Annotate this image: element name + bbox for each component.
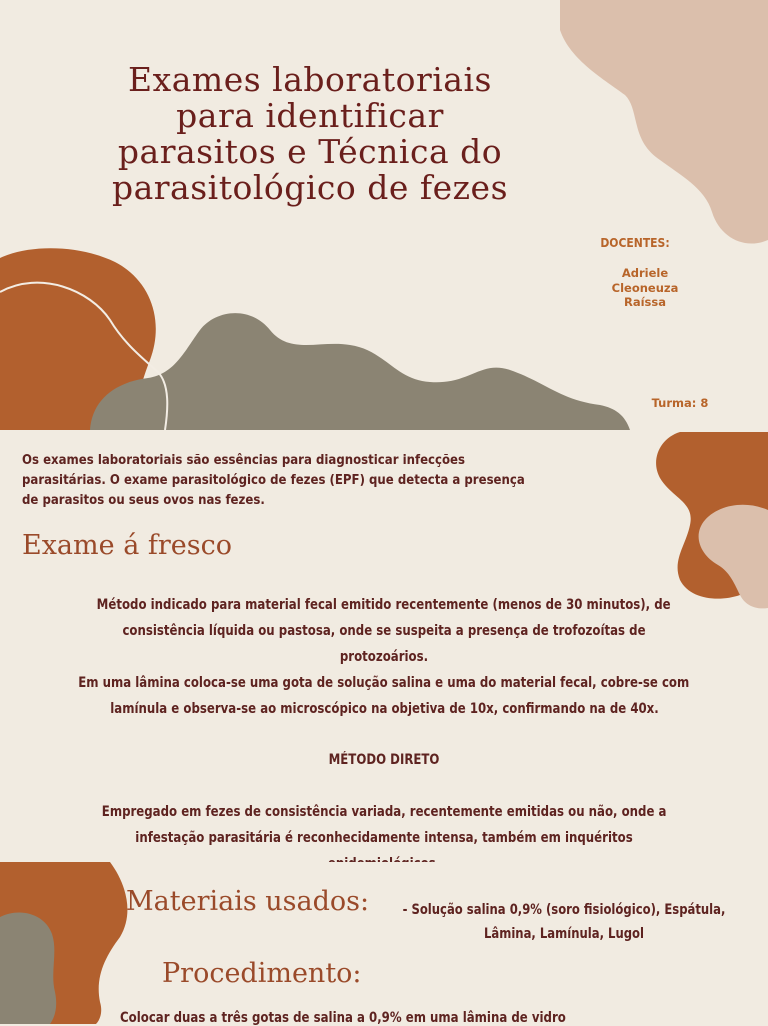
materials-slide xyxy=(0,862,768,1024)
olive-blob-shape xyxy=(0,912,56,1024)
intro-line: de parasitos ou seus ovos nas fezes. xyxy=(22,492,265,508)
paragraph-procedure xyxy=(20,670,748,722)
title-line: parasitológico de fezes xyxy=(111,168,509,207)
paragraph-line: consistência líquida ou pastosa, onde se suspeita a presença de trofozoítas de protozoários. xyxy=(122,623,646,665)
section-heading-exame-fresco: Exame á fresco xyxy=(22,530,232,561)
procedure-first-line: Colocar duas a três gotas de salina a 0,9% em uma lâmina de vidro xyxy=(120,1010,566,1026)
intro-paragraph xyxy=(22,450,588,510)
content-slide xyxy=(0,430,768,862)
procedure-heading: Procedimento: xyxy=(162,958,362,989)
docente-name: Raíssa xyxy=(623,295,666,309)
title-slide xyxy=(0,0,768,430)
paragraph-method-indication xyxy=(20,592,748,670)
paragraph-line: lamínula e observa-se ao microscópico na objetiva de 10x, confirmando na de 40x. xyxy=(109,701,659,717)
docentes-label: DOCENTES: xyxy=(600,236,670,250)
intro-line: parasitárias. O exame parasitológico de fezes (EPF) que detecta a presença xyxy=(22,472,525,488)
olive-wave-shape xyxy=(90,313,630,430)
blush-blob-shape xyxy=(560,0,768,244)
materials-line: Lâmina, Lamínula, Lugol xyxy=(483,926,645,942)
intro-line: Os exames laboratoriais são essências para diagnosticar infecções xyxy=(22,452,465,468)
docente-name: Cleoneuza xyxy=(611,280,679,295)
page-title xyxy=(40,62,580,206)
materials-line: - Solução salina 0,9% (soro fisiológico), Espátula, xyxy=(402,902,726,918)
title-line: parasitos e Técnica do xyxy=(117,132,503,171)
paragraph-line: Empregado em fezes de consistência variada, recentemente emitidas ou não, onde a xyxy=(101,804,667,820)
docente-name: Adriele xyxy=(621,266,669,280)
title-line: para identificar xyxy=(176,96,444,135)
method-label: MÉTODO DIRETO xyxy=(328,752,440,768)
paragraph-line: Método indicado para material fecal emitido recentemente (menos de 30 minutos), de xyxy=(97,597,671,613)
title-line: Exames laboratoriais xyxy=(128,60,492,99)
materials-list xyxy=(398,898,730,946)
paragraph-line: Em uma lâmina coloca-se uma gota de solução salina e uma do material fecal, cobre-se com xyxy=(78,675,690,691)
materials-heading: Materiais usados: xyxy=(126,886,370,917)
paragraph-line: infestação parasitária é reconhecidamente intensa, também em inquéritos xyxy=(135,830,633,846)
turma-label: Turma: 8 xyxy=(651,396,709,410)
docentes-list xyxy=(585,266,705,310)
